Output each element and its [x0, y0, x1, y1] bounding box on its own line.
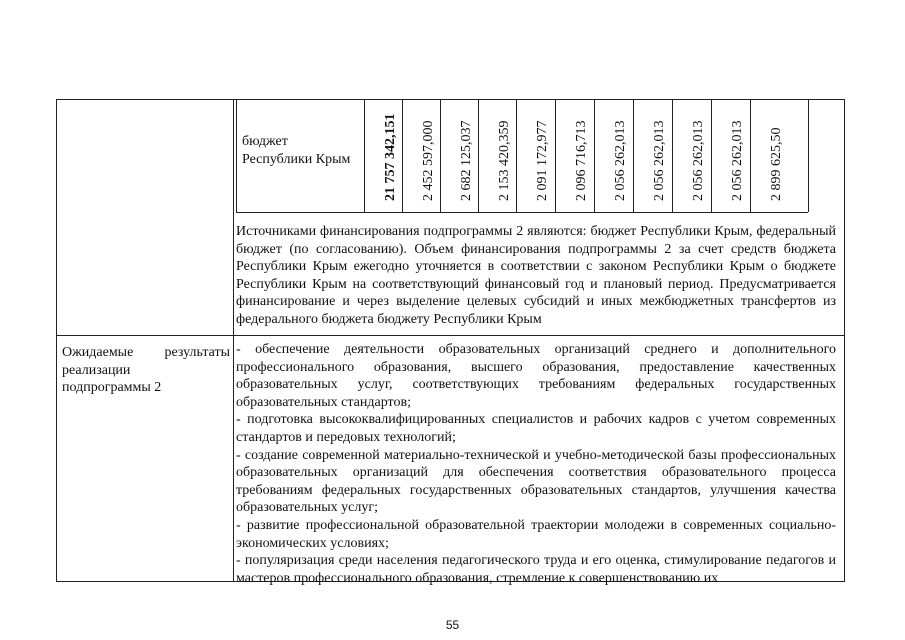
- budget-value-cell: [595, 101, 632, 212]
- column-divider: [233, 99, 234, 582]
- budget-value: 2 153 420,359: [496, 120, 512, 201]
- budget-value-cell: [365, 101, 402, 212]
- value-cell-border: [808, 99, 809, 212]
- label-word-expected: Ожидаемые: [62, 345, 134, 360]
- budget-value: 2 682 125,037: [458, 120, 474, 201]
- label-line-subprogram: подпрограммы 2: [62, 380, 162, 396]
- budget-source-label: бюджет Республики Крым: [242, 134, 351, 167]
- budget-value: 2 056 262,013: [690, 120, 706, 201]
- row-divider: [56, 335, 845, 336]
- budget-value: 2 096 716,713: [573, 120, 589, 201]
- result-item: - развитие профессиональной образовательной траектории молодежи в современных социально-экономических условиях;: [236, 517, 836, 551]
- budget-value-cell: [441, 101, 478, 212]
- budget-value: 2 452 597,000: [420, 120, 436, 201]
- budget-value-cell: [403, 101, 440, 212]
- budget-value: 2 056 262,013: [651, 120, 667, 201]
- budget-value-cell: [712, 101, 749, 212]
- financing-sources-text: [236, 223, 836, 329]
- budget-value-cell: [751, 101, 788, 212]
- result-item: - обеспечение деятельности образовательных организаций среднего и дополнительного профессионального образования, высшего образования, предоставление качественных образовательных услуг, соответствующих требованиям федеральных государственных образовательных стандартов;: [236, 342, 836, 410]
- label-line-realization: реализации: [62, 362, 131, 378]
- budget-row-bottom-border: [236, 212, 808, 213]
- page-number: 55: [445, 618, 460, 632]
- budget-value: 2 056 262,013: [729, 120, 745, 201]
- expected-results-label: [62, 344, 230, 397]
- budget-value-cell: [517, 101, 554, 212]
- budget-value-cell: [556, 101, 593, 212]
- budget-value: 2 056 262,013: [612, 120, 628, 201]
- budget-value-cell: [673, 101, 710, 212]
- financing-paragraph: Источниками финансирования подпрограммы 2 являются: бюджет Республики Крым, федеральный бюджет (по согласованию). Объем финансирования подпрограммы 2 за счет средств бюджета Республики Крым ежегодно уточняется в соответствии с законом Республики Крым о бюджете Республики Крым на соответствующий финансовый год и плановый период. Предусматривается финансирование и через выделение целевых субсидий и иных межбюджетных трансфертов из федерального бюджета бюджету Республики Крым: [236, 224, 836, 327]
- budget-value-cell: [479, 101, 516, 212]
- expected-results-list: [236, 341, 836, 587]
- budget-value: 21 757 342,151: [382, 113, 398, 201]
- result-item: - подготовка высококвалифицированных специалистов и рабочих кадров с учетом современных стандартов и передовых технологий;: [236, 412, 836, 445]
- result-item: - создание современной материально-технической и учебно-методической базы профессиональных образовательных организаций для обеспечения соответствия образовательного процесса требованиям федеральных государственных образовательных стандартов, улучшения качества образовательных услуг;: [236, 447, 836, 516]
- budget-value: 2 091 172,977: [534, 120, 550, 201]
- budget-cell-left-border: [236, 99, 237, 212]
- result-item: - популяризация среди населения педагогического труда и его оценка, стимулирование педагогов и мастеров профессионального образования, стремление к совершенствованию их: [236, 553, 836, 586]
- label-word-results: результаты: [164, 345, 230, 360]
- budget-value: 2 899 625,50: [768, 127, 784, 201]
- budget-value-cell: [634, 101, 671, 212]
